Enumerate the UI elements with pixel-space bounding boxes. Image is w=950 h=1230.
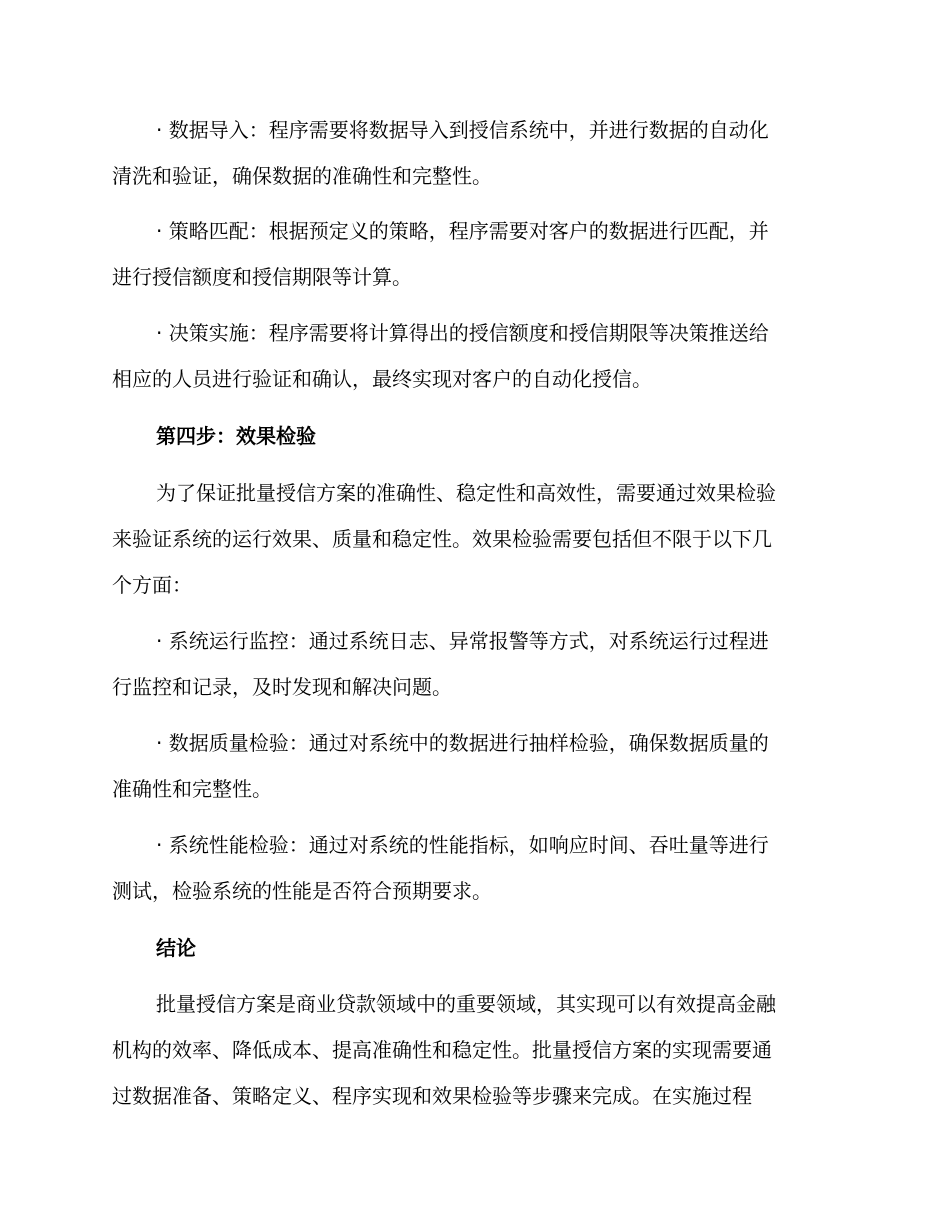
paragraph-performance-check [112,822,842,914]
text-line: 准确性和完整性。 [112,777,272,801]
text-line: 过数据准备、策略定义、程序实现和效果检验等步骤来完成。在实施过程 [112,1084,752,1108]
text-line: 来验证系统的运行效果、质量和稳定性。效果检验需要包括但不限于以下几 [112,527,772,551]
text-line: 清洗和验证，确保数据的准确性和完整性。 [112,164,492,188]
paragraph-data-import [112,107,842,199]
paragraph-decision-implementation [112,310,842,402]
text-line: · 系统运行监控：通过系统日志、异常报警等方式，对系统运行过程进 [156,629,769,653]
text-line: · 系统性能检验：通过对系统的性能指标，如响应时间、吞吐量等进行 [156,833,769,857]
text-line: 进行授信额度和授信期限等计算。 [112,265,412,289]
text-line: 批量授信方案是商业贷款领域中的重要领域，其实现可以有效提高金融 [156,992,776,1016]
text-line: · 策略匹配：根据预定义的策略，程序需要对客户的数据进行匹配，并 [156,219,769,243]
text-line: 机构的效率、降低成本、提高准确性和稳定性。批量授信方案的实现需要通 [112,1038,772,1062]
text-line: · 决策实施：程序需要将计算得出的授信额度和授信期限等决策推送给 [156,321,769,345]
text-line: · 数据导入：程序需要将数据导入到授信系统中，并进行数据的自动化 [156,118,769,142]
text-line: 相应的人员进行验证和确认，最终实现对客户的自动化授信。 [112,367,652,391]
section-heading-conclusion: 结论 [156,936,196,960]
text-line: 行监控和记录，及时发现和解决问题。 [112,675,452,699]
paragraph-system-monitoring [112,618,842,710]
paragraph-strategy-matching [112,208,842,300]
paragraph-conclusion [112,981,842,1119]
section-heading-step4: 第四步：效果检验 [156,424,316,448]
text-line: · 数据质量检验：通过对系统中的数据进行抽样检验，确保数据质量的 [156,731,769,755]
paragraph-step4-intro [112,470,842,608]
text-line: 个方面： [112,573,192,597]
text-line: 测试，检验系统的性能是否符合预期要求。 [112,879,492,903]
paragraph-data-quality-check [112,720,842,812]
text-line: 为了保证批量授信方案的准确性、稳定性和高效性，需要通过效果检验 [156,481,776,505]
